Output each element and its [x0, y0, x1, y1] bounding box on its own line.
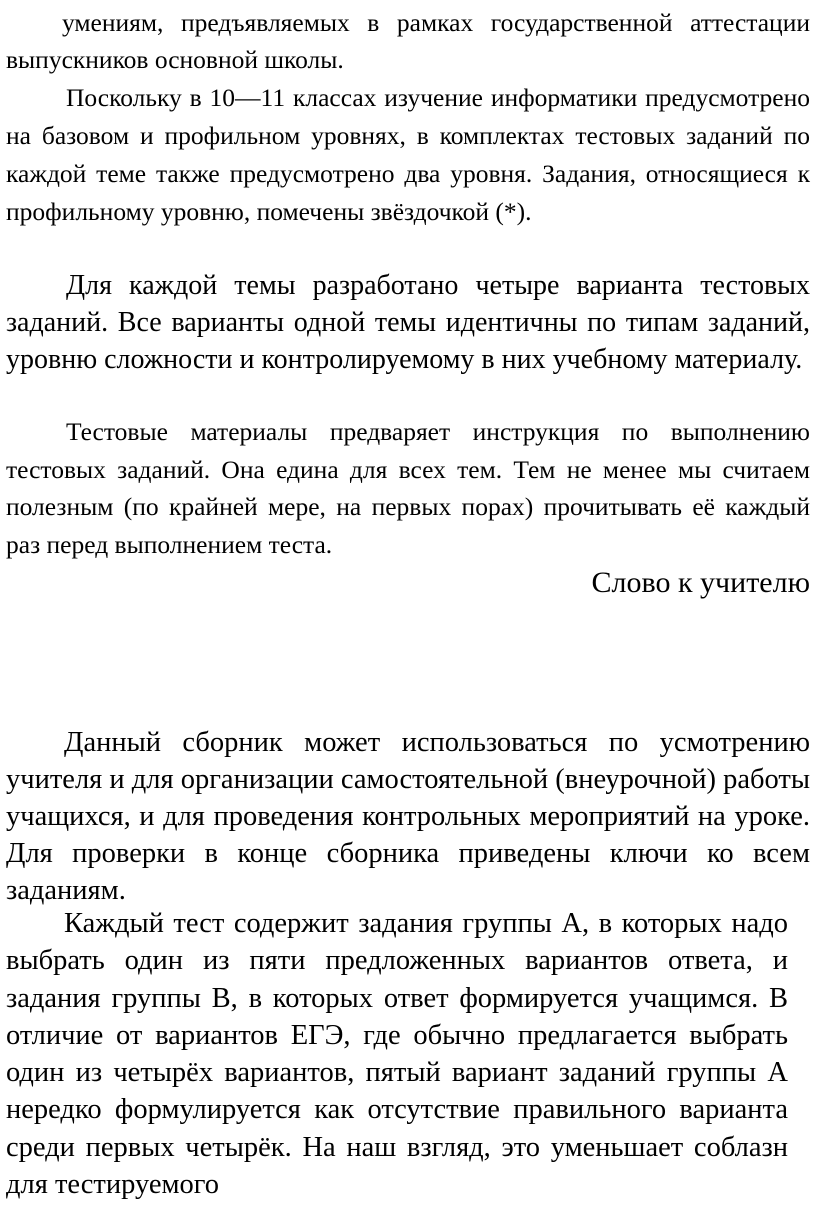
paragraph-usage: Данный сборник может использоваться по усмотрению учителя и для организации самостоятельной (внеурочной) работы учащихся, и для проведения контрольных мероприятий на уроке. Для проверки в конце сборника приведены ключи ко всем заданиям.: [6, 727, 810, 906]
paragraph-levels: Поскольку в 10—11 классах изучение информатики предусмотрено на базовом и профильном уровнях, в комплектах тестовых заданий по каждой теме также предусмотрено два уровня. Задания, относящиеся к профильному уровню, помечены звёздочкой (*).: [6, 83, 810, 226]
paragraph-test-structure: Каждый тест содержит задания группы А, в которых надо выбрать один из пяти предложенных вариантов ответа, и задания группы В, в которых ответ формируется учащимся. В отличие от вариантов ЕГЭ, где обычно предлагается выбрать один из четырёх вариантов, пятый вариант заданий группы А нередко формулируется как отсутствие правильного варианта среди первых четырёк. На наш взгляд, это уменьшает соблазн для тестируемого: [6, 908, 788, 1201]
paragraph-continuation: умениям, предъявляемых в рамках государственной аттестации выпускников основной школы.: [6, 8, 810, 74]
paragraph-instructions: Тестовые материалы предваряет инструкция по выполнению тестовых заданий. Она едина для всех тем. Тем не менее мы считаем полезным (по крайней мере, на первых порах) прочитывать её каждый раз перед выполнением теста.: [6, 417, 810, 559]
paragraph-variants: Для каждой темы разработано четыре варианта тестовых заданий. Все варианты одной темы идентичны по типам заданий, уровню сложности и контролируемому в них учебному материалу.: [6, 270, 810, 375]
section-heading: Слово к учителю: [591, 566, 810, 599]
